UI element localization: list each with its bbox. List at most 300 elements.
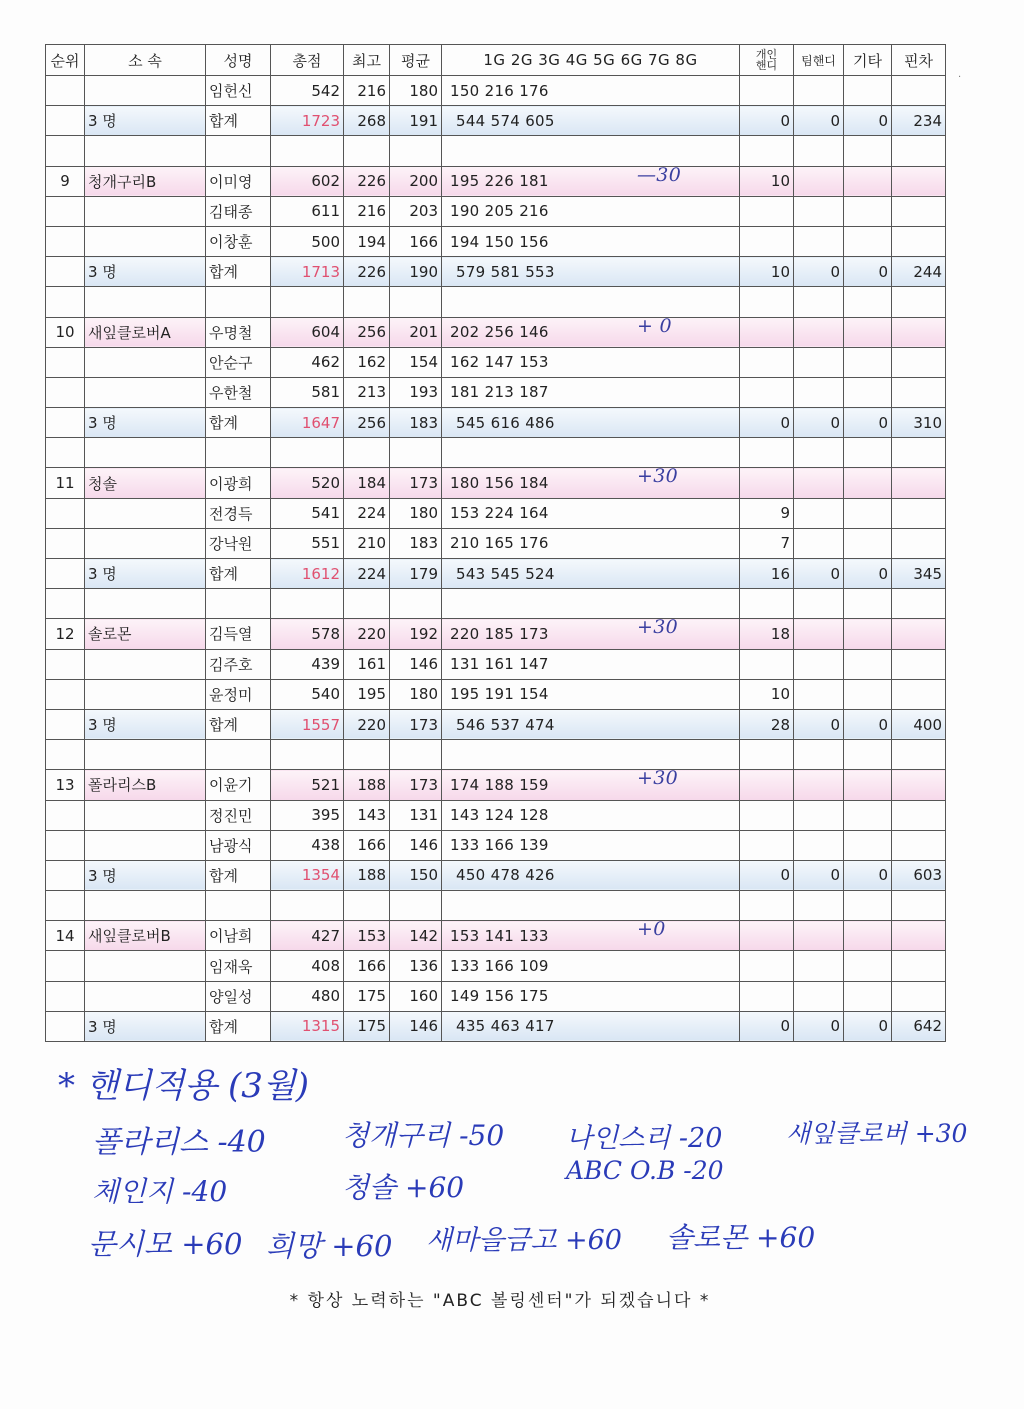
cell-rank <box>46 709 85 739</box>
game-scores: 180 156 184 <box>450 474 549 493</box>
cell-pin <box>892 196 946 226</box>
cell-high <box>344 589 390 619</box>
cell-avg <box>390 438 442 468</box>
cell-club <box>85 438 206 468</box>
cell-team <box>794 468 844 498</box>
cell-pin <box>892 619 946 649</box>
player-row <box>46 317 946 347</box>
cell-club: 3 명 <box>85 106 206 136</box>
cell-rank <box>46 679 85 709</box>
footer-slogan: * 항상 노력하는 "ABC 볼링센터"가 되겠습니다 * <box>289 1291 711 1311</box>
header-total: 총점 <box>271 45 344 76</box>
cell-club <box>85 679 206 709</box>
cell-high: 256 <box>344 408 390 438</box>
cell-pin: 234 <box>892 106 946 136</box>
cell-etc: 0 <box>844 559 892 589</box>
cell-avg: 160 <box>390 981 442 1011</box>
cell-rank: 10 <box>46 317 85 347</box>
cell-club <box>85 589 206 619</box>
cell-games <box>442 709 740 739</box>
cell-club: 3 명 <box>85 257 206 287</box>
cell-high: 210 <box>344 528 390 558</box>
cell-games <box>442 589 740 619</box>
cell-club <box>85 347 206 377</box>
cell-etc: 0 <box>844 860 892 890</box>
cell-hd <box>740 468 794 498</box>
spacer-row <box>46 136 946 166</box>
cell-hd: 7 <box>740 528 794 558</box>
cell-rank <box>46 347 85 377</box>
cell-games <box>442 377 740 407</box>
cell-games <box>442 314 740 347</box>
cell-games <box>442 1011 740 1041</box>
cell-avg: 180 <box>390 498 442 528</box>
cell-etc <box>844 649 892 679</box>
cell-club <box>85 830 206 860</box>
cell-team <box>794 226 844 256</box>
cell-avg: 146 <box>390 649 442 679</box>
cell-name: 이남희 <box>206 921 271 951</box>
cell-name: 강낙원 <box>206 528 271 558</box>
cell-name: 우명철 <box>206 317 271 347</box>
cell-games <box>442 438 740 468</box>
cell-club: 3 명 <box>85 860 206 890</box>
game-scores: 133 166 139 <box>450 836 549 855</box>
header-name: 성명 <box>206 45 271 76</box>
cell-rank: 9 <box>46 166 85 196</box>
cell-pin <box>892 981 946 1011</box>
cell-total: 1612 <box>271 559 344 589</box>
cell-etc <box>844 438 892 468</box>
cell-etc <box>844 377 892 407</box>
cell-rank <box>46 196 85 226</box>
cell-hd <box>740 136 794 166</box>
team-total-row <box>46 860 946 890</box>
game-scores: 143 124 128 <box>450 806 549 825</box>
cell-etc <box>844 891 892 921</box>
handwritten-adjustment: +30 <box>637 465 678 488</box>
cell-rank <box>46 226 85 256</box>
handwritten-adjustment: —30 <box>637 163 682 186</box>
cell-rank: 11 <box>46 468 85 498</box>
cell-team: 0 <box>794 1011 844 1041</box>
handicap-note-2: 청개구리 -50 <box>342 1119 505 1152</box>
cell-pin <box>892 679 946 709</box>
cell-pin <box>892 347 946 377</box>
cell-team <box>794 76 844 106</box>
cell-team <box>794 317 844 347</box>
cell-high: 162 <box>344 347 390 377</box>
cell-rank <box>46 860 85 890</box>
cell-team <box>794 166 844 196</box>
cell-high: 153 <box>344 921 390 951</box>
cell-name: 합계 <box>206 559 271 589</box>
cell-team <box>794 740 844 770</box>
player-row <box>46 347 946 377</box>
cell-hd <box>740 830 794 860</box>
handicap-note-5: 체인지 -40 <box>92 1175 228 1208</box>
cell-club: 청개구리B <box>85 166 206 196</box>
cell-name: 이광희 <box>206 468 271 498</box>
game-scores: 195 226 181 <box>450 172 549 191</box>
cell-etc <box>844 770 892 800</box>
cell-team <box>794 649 844 679</box>
cell-games <box>442 347 740 377</box>
cell-club <box>85 981 206 1011</box>
cell-name: 김태종 <box>206 196 271 226</box>
cell-high: 213 <box>344 377 390 407</box>
cell-pin <box>892 76 946 106</box>
cell-hd <box>740 951 794 981</box>
cell-total <box>271 891 344 921</box>
cell-rank <box>46 438 85 468</box>
cell-high: 195 <box>344 679 390 709</box>
player-row <box>46 679 946 709</box>
game-scores: 133 166 109 <box>450 957 549 976</box>
cell-pin <box>892 891 946 921</box>
cell-total: 602 <box>271 166 344 196</box>
cell-name <box>206 891 271 921</box>
cell-name: 남광식 <box>206 830 271 860</box>
cell-hd <box>740 800 794 830</box>
cell-total: 578 <box>271 619 344 649</box>
player-row <box>46 196 946 226</box>
cell-team <box>794 136 844 166</box>
cell-avg: 173 <box>390 709 442 739</box>
cell-etc: 0 <box>844 257 892 287</box>
cell-name: 임재욱 <box>206 951 271 981</box>
game-scores: 131 161 147 <box>450 655 549 674</box>
cell-rank <box>46 498 85 528</box>
cell-name: 안순구 <box>206 347 271 377</box>
cell-rank <box>46 559 85 589</box>
cell-name: 전경득 <box>206 498 271 528</box>
cell-hd: 0 <box>740 860 794 890</box>
cell-etc <box>844 619 892 649</box>
cell-avg: 192 <box>390 619 442 649</box>
cell-pin <box>892 287 946 317</box>
cell-total: 521 <box>271 770 344 800</box>
team-total-row <box>46 408 946 438</box>
cell-high: 220 <box>344 619 390 649</box>
handicap-note-7: ABC O.B -20 <box>566 1156 724 1185</box>
cell-high <box>344 740 390 770</box>
cell-club: 새잎클로버B <box>85 921 206 951</box>
cell-games <box>442 981 740 1011</box>
handicap-note-4: 새잎클로버 +30 <box>786 1119 968 1148</box>
cell-total <box>271 438 344 468</box>
cell-name: 합계 <box>206 1011 271 1041</box>
cell-club <box>85 528 206 558</box>
cell-name <box>206 740 271 770</box>
cell-club: 3 명 <box>85 709 206 739</box>
player-row <box>46 498 946 528</box>
cell-avg <box>390 589 442 619</box>
cell-total: 438 <box>271 830 344 860</box>
handicap-note-11: 솔로몬 +60 <box>666 1221 816 1254</box>
cell-team <box>794 921 844 951</box>
cell-hd: 0 <box>740 1011 794 1041</box>
header-team-handicap: 팀핸디 <box>794 45 844 76</box>
cell-pin <box>892 921 946 951</box>
player-row <box>46 377 946 407</box>
cell-name: 합계 <box>206 257 271 287</box>
header-club: 소 속 <box>85 45 206 76</box>
cell-rank <box>46 830 85 860</box>
cell-total: 1723 <box>271 106 344 136</box>
cell-team <box>794 498 844 528</box>
cell-team <box>794 528 844 558</box>
cell-hd: 0 <box>740 408 794 438</box>
cell-rank <box>46 528 85 558</box>
cell-high: 226 <box>344 257 390 287</box>
cell-etc <box>844 226 892 256</box>
cell-team: 0 <box>794 257 844 287</box>
cell-club <box>85 891 206 921</box>
cell-hd <box>740 347 794 377</box>
cell-club <box>85 287 206 317</box>
cell-rank <box>46 1011 85 1041</box>
cell-club: 3 명 <box>85 408 206 438</box>
cell-rank: 14 <box>46 921 85 951</box>
cell-pin <box>892 317 946 347</box>
cell-pin: 310 <box>892 408 946 438</box>
cell-avg: 166 <box>390 226 442 256</box>
cell-pin <box>892 468 946 498</box>
cell-hd <box>740 76 794 106</box>
cell-avg <box>390 287 442 317</box>
cell-hd <box>740 770 794 800</box>
cell-team <box>794 679 844 709</box>
cell-pin <box>892 166 946 196</box>
cell-total: 540 <box>271 679 344 709</box>
cell-rank: 12 <box>46 619 85 649</box>
cell-club: 3 명 <box>85 559 206 589</box>
player-row <box>46 981 946 1011</box>
header-rank: 순위 <box>46 45 85 76</box>
cell-team <box>794 196 844 226</box>
margin-mark: · <box>958 72 962 83</box>
player-row <box>46 830 946 860</box>
cell-games <box>442 918 740 951</box>
cell-games <box>442 163 740 196</box>
cell-games <box>442 800 740 830</box>
cell-avg: 190 <box>390 257 442 287</box>
cell-pin: 603 <box>892 860 946 890</box>
game-scores: 544 574 605 <box>456 111 555 130</box>
cell-etc <box>844 166 892 196</box>
cell-club <box>85 377 206 407</box>
cell-avg: 146 <box>390 1011 442 1041</box>
header-pin-diff: 핀차 <box>892 45 946 76</box>
cell-etc: 0 <box>844 709 892 739</box>
game-scores: 153 224 164 <box>450 504 549 523</box>
team-total-row <box>46 709 946 739</box>
cell-avg: 180 <box>390 679 442 709</box>
player-row <box>46 468 946 498</box>
cell-avg: 200 <box>390 166 442 196</box>
cell-rank <box>46 408 85 438</box>
game-scores: 153 141 133 <box>450 926 549 945</box>
cell-avg: 173 <box>390 770 442 800</box>
cell-total: 541 <box>271 498 344 528</box>
cell-team <box>794 981 844 1011</box>
cell-pin <box>892 740 946 770</box>
score-table <box>45 44 946 1042</box>
cell-hd: 16 <box>740 559 794 589</box>
cell-total: 604 <box>271 317 344 347</box>
spacer-row <box>46 891 946 921</box>
cell-hd: 9 <box>740 498 794 528</box>
cell-club <box>85 498 206 528</box>
cell-rank <box>46 76 85 106</box>
cell-etc: 0 <box>844 106 892 136</box>
cell-name: 합계 <box>206 709 271 739</box>
game-scores: 543 545 524 <box>456 564 555 583</box>
game-scores: 190 205 216 <box>450 202 549 221</box>
cell-team: 0 <box>794 106 844 136</box>
cell-rank <box>46 649 85 679</box>
cell-pin: 400 <box>892 709 946 739</box>
cell-pin: 345 <box>892 559 946 589</box>
cell-name: 김득열 <box>206 619 271 649</box>
cell-games <box>442 951 740 981</box>
spacer-row <box>46 287 946 317</box>
cell-games <box>442 679 740 709</box>
spacer-row <box>46 438 946 468</box>
cell-pin <box>892 528 946 558</box>
cell-high: 188 <box>344 770 390 800</box>
cell-etc <box>844 317 892 347</box>
cell-hd: 28 <box>740 709 794 739</box>
cell-high <box>344 136 390 166</box>
cell-pin <box>892 589 946 619</box>
cell-high <box>344 891 390 921</box>
cell-pin <box>892 830 946 860</box>
cell-team <box>794 891 844 921</box>
cell-team <box>794 377 844 407</box>
cell-club <box>85 76 206 106</box>
cell-name: 합계 <box>206 408 271 438</box>
cell-rank <box>46 106 85 136</box>
cell-rank <box>46 136 85 166</box>
cell-avg <box>390 136 442 166</box>
cell-total: 395 <box>271 800 344 830</box>
cell-total: 1647 <box>271 408 344 438</box>
cell-etc <box>844 740 892 770</box>
cell-high <box>344 438 390 468</box>
cell-hd <box>740 740 794 770</box>
game-scores: 545 616 486 <box>456 413 555 432</box>
cell-hd <box>740 226 794 256</box>
game-scores: 579 581 553 <box>456 262 555 281</box>
cell-rank <box>46 981 85 1011</box>
cell-games <box>442 226 740 256</box>
cell-total: 611 <box>271 196 344 226</box>
header-high: 최고 <box>344 45 390 76</box>
cell-etc <box>844 830 892 860</box>
cell-name: 이창훈 <box>206 226 271 256</box>
cell-games <box>442 559 740 589</box>
header-games: 1G 2G 3G 4G 5G 6G 7G 8G <box>442 45 740 76</box>
cell-games <box>442 465 740 498</box>
cell-games <box>442 860 740 890</box>
cell-high: 143 <box>344 800 390 830</box>
cell-games <box>442 76 740 106</box>
player-row <box>46 76 946 106</box>
cell-rank <box>46 589 85 619</box>
cell-games <box>442 498 740 528</box>
cell-pin <box>892 770 946 800</box>
cell-club <box>85 136 206 166</box>
cell-avg: 136 <box>390 951 442 981</box>
handicap-note-1: 폴라리스 -40 <box>92 1125 266 1160</box>
game-scores: 181 213 187 <box>450 383 549 402</box>
cell-high: 256 <box>344 317 390 347</box>
cell-rank <box>46 740 85 770</box>
player-row <box>46 921 946 951</box>
cell-high: 268 <box>344 106 390 136</box>
cell-avg: 146 <box>390 830 442 860</box>
cell-hd <box>740 981 794 1011</box>
cell-team <box>794 287 844 317</box>
game-scores: 435 463 417 <box>456 1017 555 1036</box>
cell-avg <box>390 740 442 770</box>
cell-high: 226 <box>344 166 390 196</box>
team-total-row <box>46 559 946 589</box>
cell-name: 합계 <box>206 106 271 136</box>
cell-club <box>85 649 206 679</box>
cell-name: 양일성 <box>206 981 271 1011</box>
cell-total: 462 <box>271 347 344 377</box>
cell-name: 윤정미 <box>206 679 271 709</box>
cell-pin: 642 <box>892 1011 946 1041</box>
cell-total <box>271 740 344 770</box>
cell-games <box>442 136 740 166</box>
cell-team <box>794 589 844 619</box>
team-total-row <box>46 106 946 136</box>
cell-team <box>794 347 844 377</box>
cell-total: 551 <box>271 528 344 558</box>
game-scores: 150 216 176 <box>450 81 549 100</box>
cell-club: 폴라리스B <box>85 770 206 800</box>
cell-team: 0 <box>794 860 844 890</box>
cell-hd <box>740 891 794 921</box>
cell-high: 161 <box>344 649 390 679</box>
player-row <box>46 951 946 981</box>
cell-name <box>206 589 271 619</box>
cell-name: 우한철 <box>206 377 271 407</box>
game-scores: 546 537 474 <box>456 715 555 734</box>
cell-pin <box>892 800 946 830</box>
game-scores: 162 147 153 <box>450 353 549 372</box>
cell-total: 408 <box>271 951 344 981</box>
cell-name: 임헌신 <box>206 76 271 106</box>
cell-club <box>85 951 206 981</box>
spacer-row <box>46 740 946 770</box>
cell-high: 224 <box>344 498 390 528</box>
handicap-note-8: 문시모 +60 <box>88 1227 243 1261</box>
cell-total <box>271 589 344 619</box>
cell-high: 184 <box>344 468 390 498</box>
cell-etc <box>844 498 892 528</box>
cell-total: 520 <box>271 468 344 498</box>
cell-hd <box>740 317 794 347</box>
cell-pin: 244 <box>892 257 946 287</box>
cell-pin <box>892 136 946 166</box>
handicap-note-10: 새마을금고 +60 <box>426 1225 622 1256</box>
cell-avg: 203 <box>390 196 442 226</box>
